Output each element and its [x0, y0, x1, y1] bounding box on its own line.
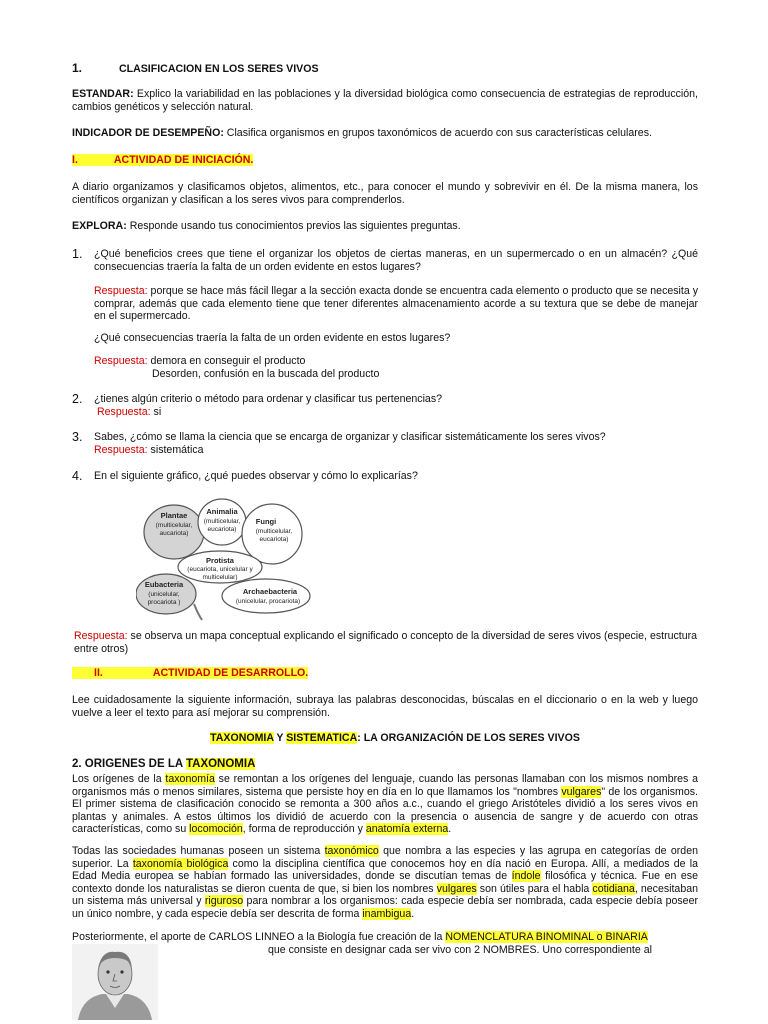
question-3-number: 3.: [72, 430, 83, 444]
protista-petal: [178, 551, 262, 583]
highlight-taxonomico: taxonómico: [324, 845, 379, 857]
text-run: que nombra a las especies y las agrupa en categorías de orden superior. La: [72, 845, 698, 870]
fungi-petal: [242, 504, 302, 564]
explora-text: Responde usando tus conocimientos previos las siguientes preguntas.: [126, 220, 461, 232]
plantae-line-1: (multicelular,: [155, 522, 193, 529]
protista-line-1: (eucariota, unicelular y: [187, 566, 253, 573]
intro-paragraph: A diario organizamos y clasificamos objetos, alimentos, etc., para conocer el mundo y sobrevivir en él. De la misma manera, los científicos organizan y clasifican a los seres vivos para comprenderlos.: [72, 181, 698, 206]
plantae-petal: [144, 505, 204, 559]
highlight-locomocion: locomoción: [189, 823, 243, 835]
section-2-heading: [72, 758, 698, 771]
lee-paragraph: Lee cuidadosamente la siguiente información, subraya las palabras desconocidas, búscalas en el diccionario o en la web y luego vuelve a leer el texto para así mejorar su comprensión.: [72, 694, 698, 719]
question-4-answer: [74, 630, 698, 655]
question-2-text: ¿tienes algún criterio o método para ordenar y clasificar tus pertenencias?: [94, 393, 443, 405]
highlight-inambigua: inambigua: [362, 907, 412, 920]
kingdoms-diagram: [136, 496, 316, 621]
taxonomia-heading: [72, 732, 698, 745]
actividad-2-number: II.: [94, 667, 103, 679]
text-run: .: [411, 907, 415, 920]
answer-label: Respuesta:: [74, 630, 128, 642]
actividad-1-number: I.: [72, 154, 78, 166]
fungi-line-2: eucariota): [259, 536, 289, 543]
explora-label: EXPLORA:: [72, 220, 127, 232]
eubacteria-petal: [136, 574, 196, 614]
origenes-paragraph-3-continued: que consiste en designar cada ser vivo con 2 NOMBRES. Uno correspondiente al: [268, 944, 652, 956]
protista-line-2: multicelular): [202, 574, 238, 581]
section-2-prefix: 2. ORIGENES DE LA: [72, 758, 186, 770]
question-2-number: 2.: [72, 392, 83, 406]
plantae-title: Plantae: [160, 511, 188, 520]
heading-word-sistematica: SISTEMATICA: [286, 732, 358, 744]
question-1-answer-2-line-1: demora en conseguir el producto: [147, 355, 306, 367]
answer-label: Respuesta:: [97, 405, 151, 418]
question-1-followup: ¿Qué consecuencias traería la falta de un orden evidente en estos lugares?: [94, 332, 451, 344]
origenes-paragraph-2: [72, 845, 698, 920]
question-4-number: 4.: [72, 469, 83, 483]
question-2-answer: si: [150, 405, 162, 418]
question-1: [72, 248, 698, 273]
text-run: , necesitaban un sistema más universal y: [72, 882, 698, 907]
text-run: , forma de reproducción y: [242, 823, 366, 835]
answer-label: Respuesta:: [94, 443, 148, 456]
highlight-taxonomia-biologica: taxonomía biológica: [132, 857, 229, 870]
indicador-paragraph: [72, 127, 698, 140]
highlight-cotidiana: cotidiana: [592, 882, 635, 895]
heading-word-taxonomia: TAXONOMIA: [210, 732, 274, 744]
estandar-label: ESTANDAR:: [72, 88, 134, 100]
question-1-answer-2: [72, 355, 698, 380]
eubacteria-line-1: (unicelular,: [148, 591, 180, 598]
text-run: para nombrar a los organismos: cada especie debía ser nombrada, cada especie debía poseer un único nombre, y cada especie debía ser descrita de forma: [72, 895, 698, 920]
actividad-1-label: [72, 154, 253, 166]
text-run: Todas las sociedades humanas poseen un sistema: [72, 845, 325, 857]
text-run: .: [448, 823, 452, 835]
question-3: [72, 431, 698, 456]
question-1-number: 1.: [72, 247, 83, 261]
question-4: [72, 470, 698, 483]
actividad-desarrollo-heading: [72, 667, 698, 680]
indicador-text: Clasifica organismos en grupos taxonómicos de acuerdo con sus características celulares.: [223, 127, 652, 139]
actividad-1-title: ACTIVIDAD DE INICIACIÓN.: [113, 154, 254, 166]
archaebacteria-petal: [222, 579, 310, 613]
text-run: Posteriormente, el aporte de CARLOS LINNEO a la Biología fue creación de la: [72, 931, 446, 943]
section-2-highlight: TAXONOMIA: [185, 758, 256, 770]
protista-title: Protista: [206, 556, 234, 565]
heading-connector: Y: [273, 732, 287, 744]
highlight-indole: índole: [511, 870, 541, 882]
actividad-2-title: ACTIVIDAD DE DESARROLLO.: [152, 667, 309, 679]
animalia-title: Animalia: [206, 507, 238, 516]
answer-label: Respuesta:: [94, 285, 148, 297]
linnaeus-portrait: [72, 944, 158, 1020]
section-1-title: CLASIFICACION EN LOS SERES VIVOS: [118, 63, 319, 75]
fungi-title: Fungi: [255, 517, 277, 526]
section-1-number: 1.: [72, 61, 83, 75]
estandar-paragraph: [72, 88, 698, 113]
plantae-line-2: aucariota): [159, 530, 189, 537]
answer-label: Respuesta:: [94, 355, 148, 367]
archaebacteria-line-1: (unicelular, procariota): [235, 598, 301, 605]
fungi-line-1: (multicelular,: [255, 528, 293, 535]
eubacteria-title: Eubacteria: [144, 580, 184, 589]
question-1-answer-text: porque se hace más fácil llegar a la sección exacta donde se encuentra cada elemento o producto que se necesita y comprar, además que cada elemento tiene que tener diferentes almacenamiento acorde a su textura que se debe de manejar en el supermercado.: [94, 285, 698, 322]
animalia-line-2: eucariota): [207, 526, 237, 533]
highlight-taxonomia: taxonomía: [165, 773, 215, 785]
section-1-heading: [72, 62, 698, 76]
origenes-paragraph-3: [72, 931, 698, 944]
animalia-petal: [198, 499, 246, 545]
highlight-vulgares: vulgares: [436, 882, 477, 895]
question-2: [72, 393, 698, 418]
text-run: " de los organismos. El primer sistema de clasificación conocido se remonta a 300 años a.c., cuando el griego Aristóteles dividió a los seres vivos en plantas y animales. A estos últimos los dividió de acuerdo con la presencia o ausencia de sangre y de acuerdo con otras características, como su: [72, 785, 698, 835]
text-run: como la disciplina científica que conocemos hoy en día nació en Europa. Allí, a mediados de la Edad Media europea se habían formado las universidades, donde se discutían temas de: [72, 857, 698, 882]
text-run: filosófica y técnica. Fue en ese contexto donde los naturalistas se dieron cuenta de que, si bien los nombres: [72, 870, 698, 895]
origenes-paragraph-1: [72, 773, 698, 836]
highlight-anatomia-externa: anatomía externa: [365, 823, 449, 835]
question-4-text: En el siguiente gráfico, ¿qué puedes observar y cómo lo explicarías?: [94, 470, 418, 482]
question-1-answer: [72, 285, 698, 323]
indicador-label: INDICADOR DE DESEMPEÑO:: [72, 127, 224, 139]
question-1-answer-2-line-2: Desorden, confusión en la buscada del producto: [152, 367, 380, 380]
actividad-iniciacion-heading: [72, 154, 698, 167]
actividad-2-label: [72, 667, 308, 679]
estandar-text: Explico la variabilidad en las poblaciones y la diversidad biológica como consecuencia de estrategias de reproducción, cambios genéticos y selección natural.: [72, 88, 698, 113]
heading-rest: : LA ORGANIZACIÓN DE LOS SERES VIVOS: [357, 732, 580, 744]
highlight-riguroso: riguroso: [204, 895, 244, 907]
question-3-text: Sabes, ¿cómo se llama la ciencia que se encarga de organizar y clasificar sistemáticamente los seres vivos?: [94, 431, 606, 443]
question-3-answer: sistemática: [147, 443, 204, 456]
question-4-answer-text: se observa un mapa conceptual explicando el significado o concepto de la diversidad de seres vivos (especie, estructura entre otros): [74, 630, 698, 655]
highlight-vulgares: vulgares: [561, 785, 602, 798]
animalia-line-1: (multicelular,: [203, 518, 241, 525]
text-run: son útiles para el habla: [476, 882, 593, 895]
text-run: Los orígenes de la: [72, 773, 166, 785]
eubacteria-line-2: procariota ): [147, 599, 181, 606]
text-run: se remontan a los orígenes del lenguaje, cuando las personas llamaban con los mismos nombres a organismos más o menos similares, sistema que persiste hoy en día en lo que llamamos los "nombres: [72, 773, 699, 798]
highlight-nomenclatura-binominal: NOMENCLATURA BINOMINAL o BINARIA: [445, 931, 648, 943]
question-1-text: ¿Qué beneficios crees que tiene el organizar los objetos de ciertas maneras, en un supermercado o en un almacén? ¿Qué consecuencias traería la falta de un orden evidente en estos lugares?: [94, 248, 698, 273]
archaebacteria-title: Archaebacteria: [242, 587, 298, 596]
explora-paragraph: [72, 220, 698, 233]
